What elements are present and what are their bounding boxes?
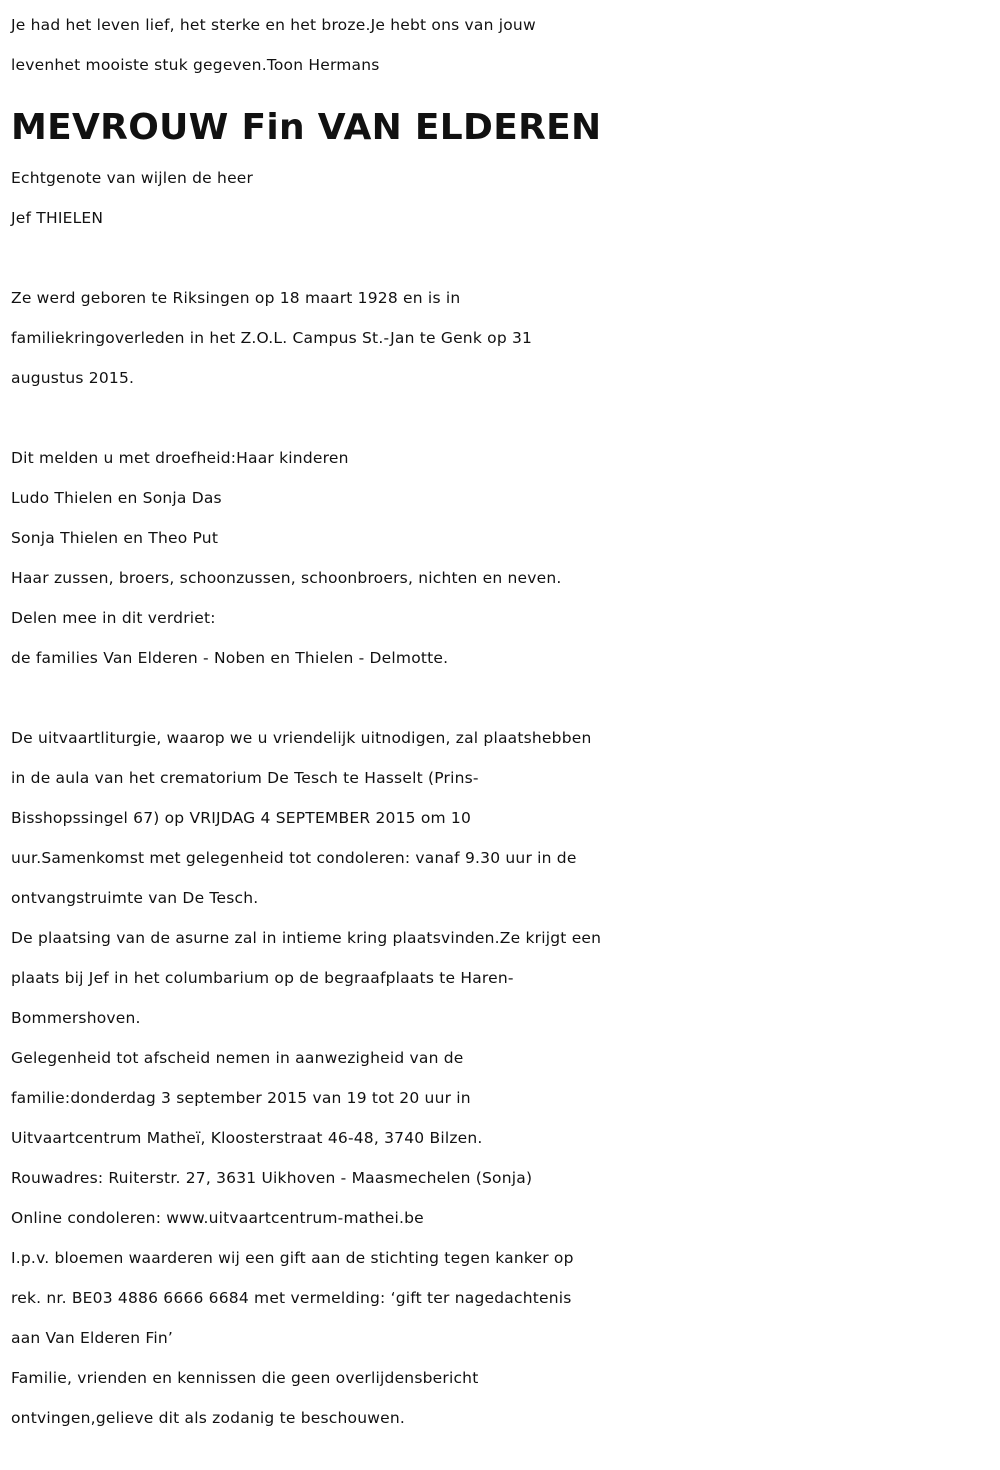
paragraph-spacer — [11, 398, 991, 438]
funeral-line: De uitvaartliturgie, waarop we u vriendelijk uitnodigen, zal plaatshebben — [11, 729, 592, 747]
funeral-line: Rouwadres: Ruiterstr. 27, 3631 Uikhoven - Maasmechelen (Sonja) — [11, 1169, 533, 1187]
paragraph-spacer — [11, 238, 991, 278]
funeral-paragraph — [11, 718, 991, 1438]
deceased-name: MEVROUW Fin VAN ELDEREN — [11, 107, 602, 148]
quote-line: levenhet mooiste stuk gegeven.Toon Hermans — [11, 56, 380, 74]
family-paragraph — [11, 438, 991, 678]
spouse-relation — [11, 158, 991, 238]
family-line: Ludo Thielen en Sonja Das — [11, 489, 222, 507]
funeral-line: De plaatsing van de asurne zal in intieme kring plaatsvinden.Ze krijgt een — [11, 929, 602, 947]
birth-death-line: augustus 2015. — [11, 369, 135, 387]
funeral-line: I.p.v. bloemen waarderen wij een gift aan de stichting tegen kanker op — [11, 1249, 574, 1267]
funeral-line: aan Van Elderen Fin’ — [11, 1329, 174, 1347]
funeral-line: Bommershoven. — [11, 1009, 141, 1027]
obituary-notice — [11, 5, 991, 1438]
funeral-line: Gelegenheid tot afscheid nemen in aanwezigheid van de — [11, 1049, 464, 1067]
funeral-line: rek. nr. BE03 4886 6666 6684 met vermelding: ‘gift ter nagedachtenis — [11, 1289, 572, 1307]
relation-line: Jef THIELEN — [11, 209, 104, 227]
funeral-line: Online condoleren: www.uitvaartcentrum-mathei.be — [11, 1209, 424, 1227]
funeral-line: Uitvaartcentrum Matheï, Kloosterstraat 46-48, 3740 Bilzen. — [11, 1129, 483, 1147]
quote-line: Je had het leven lief, het sterke en het broze.Je hebt ons van jouw — [11, 16, 536, 34]
funeral-line: Familie, vrienden en kennissen die geen overlijdensbericht — [11, 1369, 479, 1387]
funeral-line: Bisshopssingel 67) op VRIJDAG 4 SEPTEMBER 2015 om 10 — [11, 809, 472, 827]
funeral-line: ontvangstruimte van De Tesch. — [11, 889, 259, 907]
family-line: Dit melden u met droefheid:Haar kinderen — [11, 449, 349, 467]
birth-death-paragraph — [11, 278, 991, 398]
family-line: Delen mee in dit verdriet: — [11, 609, 216, 627]
family-line: de families Van Elderen - Noben en Thielen - Delmotte. — [11, 649, 449, 667]
funeral-line: familie:donderdag 3 september 2015 van 19 tot 20 uur in — [11, 1089, 471, 1107]
funeral-line: in de aula van het crematorium De Tesch te Hasselt (Prins- — [11, 769, 479, 787]
family-line: Sonja Thielen en Theo Put — [11, 529, 219, 547]
funeral-line: uur.Samenkomst met gelegenheid tot condoleren: vanaf 9.30 uur in de — [11, 849, 577, 867]
family-line: Haar zussen, broers, schoonzussen, schoonbroers, nichten en neven. — [11, 569, 562, 587]
funeral-line: ontvingen,gelieve dit als zodanig te beschouwen. — [11, 1409, 405, 1427]
birth-death-line: Ze werd geboren te Riksingen op 18 maart 1928 en is in — [11, 289, 461, 307]
paragraph-spacer — [11, 678, 991, 718]
funeral-line: plaats bij Jef in het columbarium op de begraafplaats te Haren- — [11, 969, 514, 987]
birth-death-line: familiekringoverleden in het Z.O.L. Campus St.-Jan te Genk op 31 — [11, 329, 533, 347]
opening-quote — [11, 5, 991, 85]
relation-line: Echtgenote van wijlen de heer — [11, 169, 254, 187]
